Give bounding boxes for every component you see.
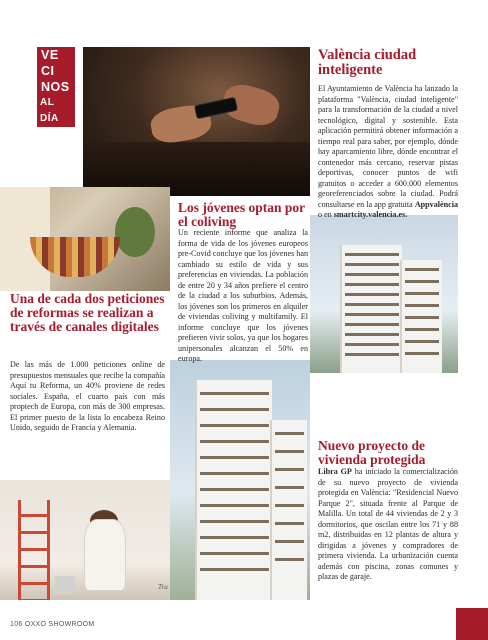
- article-body-vivienda: Libra GP ha iniciado la comercialización de su nuevo proyecto de vivienda protegida en València: "Residencial Nuevo Parque 2", situada frente al Parque de Malilla. Un total de 44 viviendas de 2 y 3 dormitorios, que oscilan entre los 71 y 88 m2, distribuidas en 12 plantas de altura y dirigidas a jóvenes y compradores de primera vivienda. La urbanización cuenta además con piscina, zonas comunes y plazas de garaje.: [318, 467, 458, 581]
- page-corner-accent: [456, 608, 488, 640]
- section-tag: [37, 47, 75, 127]
- article-body-reformas: De las más de 1.000 peticiones online de presupuestos mensuales que recibe la compañía Aquí tu Reforma, un 40% proviene de redes sociales. España, el cuarto país con más proptech de Europa, con más de 300 empresas. El primer puesto de la lista lo encabeza Reino Unido, seguido de Francia y Alemania.: [10, 360, 165, 432]
- section-tag-line-3: NOS: [41, 80, 70, 94]
- photo-credit: Tra: [158, 583, 168, 591]
- page-footer: 106 OXXO SHOWROOM: [10, 621, 95, 628]
- photo-hands-smartphone: [83, 47, 310, 196]
- article-title-vivienda: Nuevo proyecto de vivienda protegida: [318, 438, 426, 468]
- section-tag-line-1: VE: [41, 48, 59, 62]
- article-body-coliving: Un reciente informe que analiza la forma de vida de los jóvenes europeos pre-Covid concluye que los jóvenes han cambiado su estilo de vida y sus preferencias en viviendas. La población de entre 20 y 34 años prefiere el centro de la ciudad a los suburbios. Además, los jóvenes son los primeros en alquiler de viviendas coliving y multifamily. El informe concluye que los jóvenes prefieren vivir solos, ya que los hogares unipersonales alcanzan el 50% en europa.: [178, 228, 308, 363]
- article-title-valencia: València ciudad inteligente: [318, 47, 417, 79]
- article-body-valencia: El Ayuntamiento de València ha lanzado la plataforma "València, ciudad inteligente" para la transformación de la ciudad a nivel tecnológico, digital y sostenible. Esta aplicación permitirá obtener información a tiempo real para saber, por ejemplo, dónde hay aparcamiento libre, dónde encontrar el contenedor más cercano, reservar pistas deportivas, conocer puntos de wifi gratuitos o acceder a 600.000 elementos georeferenciados sobre la ciudad. Podrá consultarse en la app gratuita Appvalència o en smartcity.valencia.es.: [318, 84, 458, 219]
- article-title-coliving: Los jóvenes optan por el coliving: [178, 200, 305, 230]
- section-tag-subtitle: AL DÍA: [40, 97, 59, 124]
- photo-apartment-building: [170, 360, 310, 600]
- website-link[interactable]: smartcity.valencia.es.: [333, 210, 408, 219]
- app-name: Appvalència: [414, 199, 458, 209]
- company-name: Libra GP: [318, 467, 352, 476]
- photo-residential-tower: [310, 215, 458, 373]
- photo-woman-painting: [0, 480, 170, 600]
- article-title-reformas: Una de cada dos peticiones de reformas se realizan a través de canales digitales: [10, 291, 165, 335]
- section-tag-line-2: CI: [41, 64, 55, 78]
- photo-woman-hammock: [0, 187, 170, 291]
